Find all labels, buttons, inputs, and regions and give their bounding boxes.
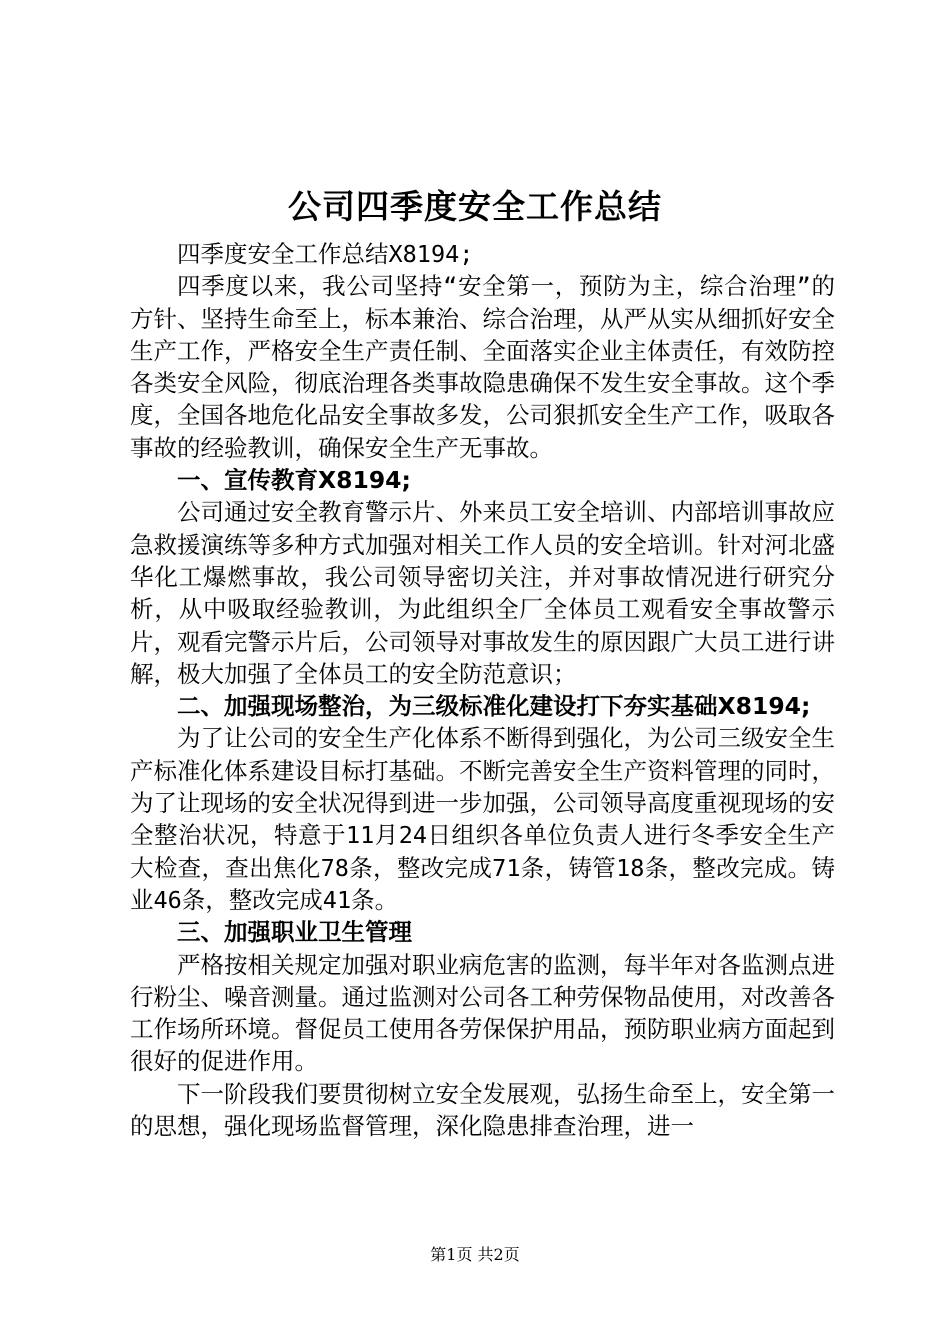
- body-paragraph: 为了让公司的安全生产化体系不断得到强化，为公司三级安全生产标准化体系建设目标打基础。不断完善安全生产资料管理的同时，为了让现场的安全状况得到进一步加强，公司领导高度重视现场的安全整治状况，特意于11月24日组织各单位负责人进行冬季安全生产大检查，查出焦化78条，整改完成71条，铸管18条，整改完成。铸业46条，整改完成41条。: [130, 724, 835, 914]
- body-paragraph: 严格按相关规定加强对职业病危害的监测，每半年对各监测点进行粉尘、噪音测量。通过监测对公司各工种劳保物品使用，对改善各工作场所环境。督促员工使用各劳保保护用品，预防职业病方面起到很好的促进作用。: [130, 950, 835, 1076]
- section-heading: 一、宣传教育X8194;: [177, 466, 411, 495]
- section-heading: 三、加强职业卫生管理: [177, 918, 412, 947]
- section-heading: 二、加强现场整治，为三级标准化建设打下夯实基础X8194;: [177, 692, 811, 721]
- page-number-footer: 第1页 共2页: [430, 1245, 520, 1264]
- body-paragraph: 四季度安全工作总结X8194;: [177, 240, 474, 268]
- document-title: 公司四季度安全工作总结: [288, 187, 662, 226]
- body-paragraph: 公司通过安全教育警示片、外来员工安全培训、内部培训事故应急救援演练等多种方式加强对相关工作人员的安全培训。针对河北盛华化工爆燃事故，我公司领导密切关注，并对事故情况进行研究分析，从中吸取经验教训，为此组织全厂全体员工观看安全事故警示片，观看完警示片后，公司领导对事故发生的原因跟广大员工进行讲解，极大加强了全体员工的安全防范意识；: [130, 498, 835, 688]
- document-body: [130, 238, 835, 1142]
- body-paragraph: 下一阶段我们要贯彻树立安全发展观，弘扬生命至上，安全第一的思想，强化现场监督管理，深化隐患排查治理，进一: [130, 1079, 835, 1141]
- body-paragraph: 四季度以来，我公司坚持“安全第一，预防为主，综合治理”的方针、坚持生命至上，标本兼治、综合治理，从严从实从细抓好安全生产工作，严格安全生产责任制、全面落实企业主体责任，有效防控各类安全风险，彻底治理各类事故隐患确保不发生安全事故。这个季度，全国各地危化品安全事故多发，公司狠抓安全生产工作，吸取各事故的经验教训，确保安全生产无事故。: [130, 272, 835, 462]
